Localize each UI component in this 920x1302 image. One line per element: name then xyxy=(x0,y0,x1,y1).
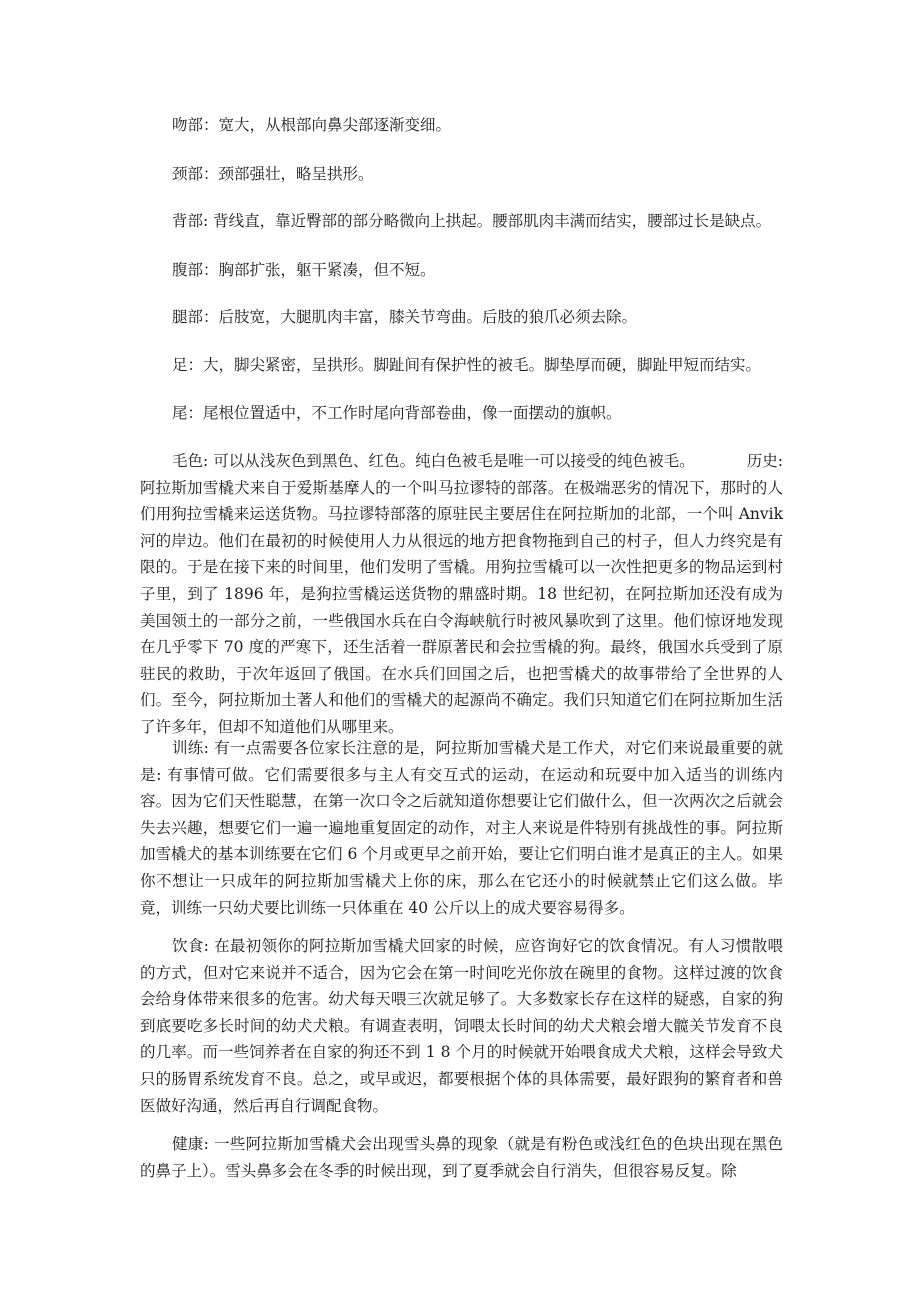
coat-text: 毛色: 可以从浅灰色到黑色、红色。纯白色被毛是唯一可以接受的纯色被毛。 xyxy=(172,452,695,470)
diet-paragraph: 饮食: 在最初领你的阿拉斯加雪橇犬回家的时候，应咨询好它的饮食情况。有人习惯散喂的方式，但对它来说并不适合，因为它会在第一时间吃光你放在碗里的食物。这样过渡的饮食会给身体带来很多的危害。幼犬每天喂三次就足够了。大多数家长存在这样的疑惑，自家的狗到底要吃多长时间的幼犬犬粮。有调查表明，饲喂太长时间的幼犬犬粮会增大髋关节发育不良的几率。而一些饲养者在自家的狗还不到 1 8 个月的时候就开始喂食成犬犬粮，这样会导致犬只的肠胃系统发育不良。总之，或早或迟，都要根据个体的具体需要，最好跟狗的繁育者和兽医做好沟通，然后再自行调配食物。 xyxy=(140,937,783,1115)
tail-item: 尾：尾根位置适中，不工作时尾向背部卷曲，像一面摆动的旗帜。 xyxy=(172,404,622,422)
back-item: 背部: 背线直，靠近臀部的部分略微向上拱起。腰部肌肉丰满而结实，腰部过长是缺点。 xyxy=(172,212,772,230)
training-paragraph: 训练: 有一点需要各位家长注意的是，阿拉斯加雪橇犬是工作犬，对它们来说最重要的就是: 有事情可做。它们需要很多与主人有交互式的运动，在运动和玩耍中加入适当的训练内容。因为它们天性聪慧，在第一次口令之后就知道你想要让它们做什么，但一次两次之后就会失去兴趣，想要它们一遍一遍地重复固定的动作，对主人来说是件特别有挑战性的事。阿拉斯加雪橇犬的基本训练要在它们 6 个月或更早之前开始，要让它们明白谁才是真正的主人。如果你不想让一只成年的阿拉斯加雪橇犬上你的床，那么在它还小的时候就禁止它们这么做。毕竟，训练一只幼犬要比训练一只体重在 40 公斤以上的成犬要容易得多。 xyxy=(140,739,783,917)
feet-item: 足：大，脚尖紧密，呈拱形。脚趾间有保护性的被毛。脚垫厚而硬，脚趾甲短而结实。 xyxy=(172,356,762,374)
health-paragraph: 健康: 一些阿拉斯加雪橇犬会出现雪头鼻的现象（就是有粉色或浅红色的色块出现在黑色的鼻子上）。雪头鼻多会在冬季的时候出现，到了夏季就会自行消失，但很容易反复。除 xyxy=(140,1135,783,1180)
snout-item: 吻部：宽大，从根部向鼻尖部逐渐变细。 xyxy=(172,116,452,134)
neck-item: 颈部：颈部强壮，略呈拱形。 xyxy=(172,165,374,183)
history-text: 历史: 阿拉斯加雪橇犬来自于爱斯基摩人的一个叫马拉谬特的部落。在极端恶劣的情况下，那时的人们用狗拉雪橇来运送货物。马拉谬特部落的原驻民主要居住在阿拉斯加的北部，一个叫 Anvik 河的岸边。他们在最初的时候使用人力从很远的地方把食物拖到自己的村子，但人力终究是有限的。于是在接下来的时间里，他们发明了雪橇。用狗拉雪橇可以一次性把更多的物品运到村子里，到了 1896 年，是狗拉雪橇运送货物的鼎盛时期。18 世纪初，在阿拉斯加还没有成为美国领土的一部分之前，一些俄国水兵在白令海峡航行时被风暴吹到了这里。他们惊讶地发现在几乎零下 70 度的严寒下，还生活着一群原著民和会拉雪橇的狗。最终，俄国水兵受到了原驻民的救助，于次年返回了俄国。在水兵们回国之后，也把雪橇犬的故事带给了全世界的人们。至今，阿拉斯加土著人和他们的雪橇犬的起源尚不确定。我们只知道它们在阿拉斯加生活了许多年，但却不知道他们从哪里来。 xyxy=(140,452,784,736)
coat-history-paragraph xyxy=(140,448,783,741)
belly-item: 腹部：胸部扩张，躯干紧凑，但不短。 xyxy=(172,261,436,279)
legs-item: 腿部：后肢宽，大腿肌肉丰富，膝关节弯曲。后肢的狼爪必须去除。 xyxy=(172,308,638,326)
